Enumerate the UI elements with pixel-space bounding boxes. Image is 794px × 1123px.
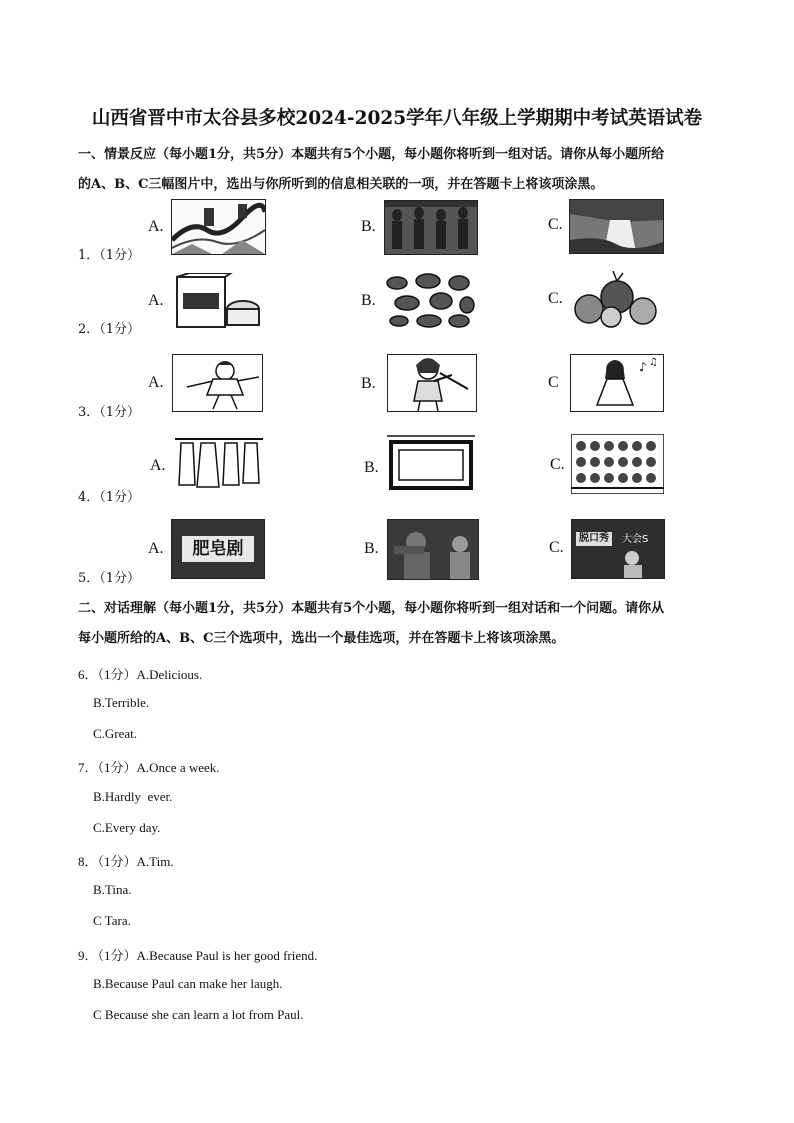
question-1-label: 1．（1分） bbox=[78, 248, 141, 263]
q2-milk-bread-picture[interactable] bbox=[171, 273, 261, 328]
question-7: 7．（1分）A.Once a week. bbox=[78, 760, 220, 775]
part1-instructions bbox=[78, 140, 728, 200]
question-9: 9．（1分）A.Because Paul is her good friend. bbox=[78, 948, 318, 963]
question-6-option-b: B.Terrible. bbox=[93, 695, 150, 710]
q2-food-picture[interactable] bbox=[383, 271, 476, 328]
svg-text:♫: ♫ bbox=[649, 357, 658, 368]
part2-instructions bbox=[78, 594, 728, 654]
page-title: 山西省晋中市太谷县多校2024-2025学年八年级上学期期中考试英语试卷 bbox=[91, 108, 703, 129]
question-4-label: 4．（1分） bbox=[78, 490, 141, 505]
q3-option-a-label: A. bbox=[148, 374, 164, 391]
soap-opera-text: 肥皂剧 bbox=[182, 536, 254, 562]
q4-option-b-label: B. bbox=[364, 459, 379, 476]
q1-terracotta-warriors-picture[interactable] bbox=[384, 200, 478, 255]
q1-option-c-label: C. bbox=[548, 216, 563, 233]
q5-option-c-label: C. bbox=[549, 539, 564, 556]
q1-option-a-label: A. bbox=[148, 218, 164, 235]
q4-clothes-picture[interactable] bbox=[173, 435, 264, 491]
question-6-option-c: C.Great. bbox=[93, 726, 138, 741]
q3-option-b-label: B. bbox=[361, 375, 376, 392]
part2-instructions-line1: 二、对话理解（每小题1分，共5分）本题共有5个小题，每小题你将听到一组对话和一个问题。请你从 bbox=[78, 601, 665, 616]
part1-instructions-line2: 的A、B、C三幅图片中，选出与你所听到的信息相关联的一项，并在答题卡上将该项涂黑。 bbox=[78, 177, 604, 192]
question-2-label: 2．（1分） bbox=[78, 322, 141, 337]
q4-audience-picture[interactable] bbox=[571, 434, 664, 494]
q3-singer-picture[interactable] bbox=[570, 354, 664, 412]
q4-option-a-label: A. bbox=[150, 457, 166, 474]
question-6: 6．（1分）A.Delicious. bbox=[78, 667, 203, 682]
question-7-option-b: B.Hardly ever. bbox=[93, 789, 173, 804]
q2-option-a-label: A. bbox=[148, 292, 164, 309]
q4-option-c-label: C. bbox=[550, 456, 565, 473]
q4-picture-frame-picture[interactable] bbox=[385, 434, 477, 494]
q3-ballet-dancer-picture[interactable] bbox=[172, 354, 263, 412]
q2-option-b-label: B. bbox=[361, 292, 376, 309]
q1-waterfall-picture[interactable] bbox=[569, 199, 664, 254]
question-3-label: 3．（1分） bbox=[78, 405, 141, 420]
question-8-option-c: C Tara. bbox=[93, 913, 131, 928]
part2-instructions-line2: 每小题所给的A、B、C三个选项中，选出一个最佳选项，并在答题卡上将该项涂黑。 bbox=[78, 631, 565, 646]
part1-instructions-line1: 一、情景反应（每小题1分，共5分）本题共有5个小题，每小题你将听到一组对话。请你从每小题所给 bbox=[78, 147, 665, 162]
q5-sports-show-picture[interactable] bbox=[387, 519, 479, 580]
q5-soap-opera-picture[interactable] bbox=[171, 519, 265, 579]
q3-violin-player-picture[interactable] bbox=[387, 354, 477, 412]
q1-option-b-label: B. bbox=[361, 218, 376, 235]
talk-show-text: 脱口秀 bbox=[576, 532, 612, 546]
q1-great-wall-picture[interactable] bbox=[171, 199, 266, 255]
talk-show-subtitle-text: 大会S bbox=[622, 534, 649, 545]
question-8: 8．（1分）A.Tim. bbox=[78, 854, 174, 869]
q3-option-c-label: C bbox=[548, 374, 559, 391]
question-5-label: 5．（1分） bbox=[78, 571, 141, 586]
svg-text:♪: ♪ bbox=[639, 360, 647, 374]
q2-fruit-picture[interactable] bbox=[569, 271, 662, 328]
q5-talk-show-picture[interactable] bbox=[571, 519, 665, 579]
question-9-option-c: C Because she can learn a lot from Paul. bbox=[93, 1007, 304, 1022]
question-7-option-c: C.Every day. bbox=[93, 820, 161, 835]
question-9-option-b: B.Because Paul can make her laugh. bbox=[93, 976, 283, 991]
q5-option-a-label: A. bbox=[148, 540, 164, 557]
q2-option-c-label: C. bbox=[548, 290, 563, 307]
question-8-option-b: B.Tina. bbox=[93, 882, 132, 897]
q5-option-b-label: B. bbox=[364, 540, 379, 557]
